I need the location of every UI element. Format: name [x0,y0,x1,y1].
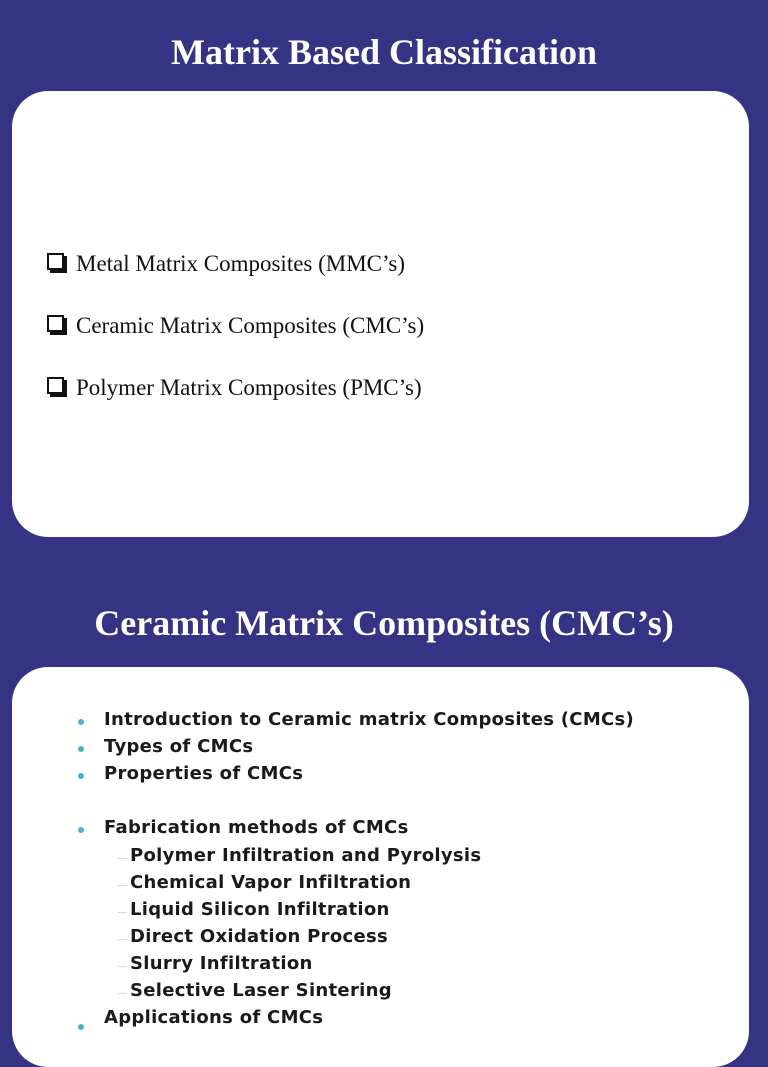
list-item-label: Ceramic Matrix Composites (CMC’s) [76,313,425,338]
outline-item: Types of CMCs [104,736,254,757]
list-item [47,370,424,406]
list-item [47,308,424,344]
bullet-dot-icon [78,1024,84,1030]
bullet-dot-icon [78,719,84,725]
outline-subitem: Selective Laser Sintering [130,980,392,1001]
sub-bullet-dash-icon [118,912,127,913]
outline-item: Properties of CMCs [104,763,304,784]
sub-bullet-dash-icon [118,885,127,886]
checkbox-bullet-icon [47,315,64,332]
list-item-label: Metal Matrix Composites (MMC’s) [76,251,406,276]
content-card-cmc-outline [12,667,749,1067]
outline-item: Fabrication methods of CMCs [104,817,409,838]
sub-bullet-dash-icon [118,966,127,967]
sub-bullet-dash-icon [118,993,127,994]
bullet-dot-icon [78,773,84,779]
outline-subitem: Slurry Infiltration [130,953,313,974]
checkbox-bullet-icon [47,253,64,270]
outline-item: Introduction to Ceramic matrix Composites (CMCs) [104,709,635,730]
outline-subitem: Polymer Infiltration and Pyrolysis [130,845,482,866]
slide-title-cmc: Ceramic Matrix Composites (CMC’s) [94,603,674,643]
bullet-dot-icon [78,827,84,833]
outline-item: Applications of CMCs [104,1007,324,1028]
list-item [47,246,424,282]
outline-subitem: Liquid Silicon Infiltration [130,899,390,920]
sub-bullet-dash-icon [118,858,127,859]
sub-bullet-dash-icon [118,939,127,940]
list-item-label: Polymer Matrix Composites (PMC’s) [76,375,422,400]
bullet-dot-icon [78,746,84,752]
classification-list [47,246,424,432]
checkbox-bullet-icon [47,377,64,394]
content-card-classification [12,91,749,537]
slide-title-matrix-classification: Matrix Based Classification [171,32,597,72]
outline-subitem: Direct Oxidation Process [130,926,389,947]
outline-subitem: Chemical Vapor Infiltration [130,872,412,893]
